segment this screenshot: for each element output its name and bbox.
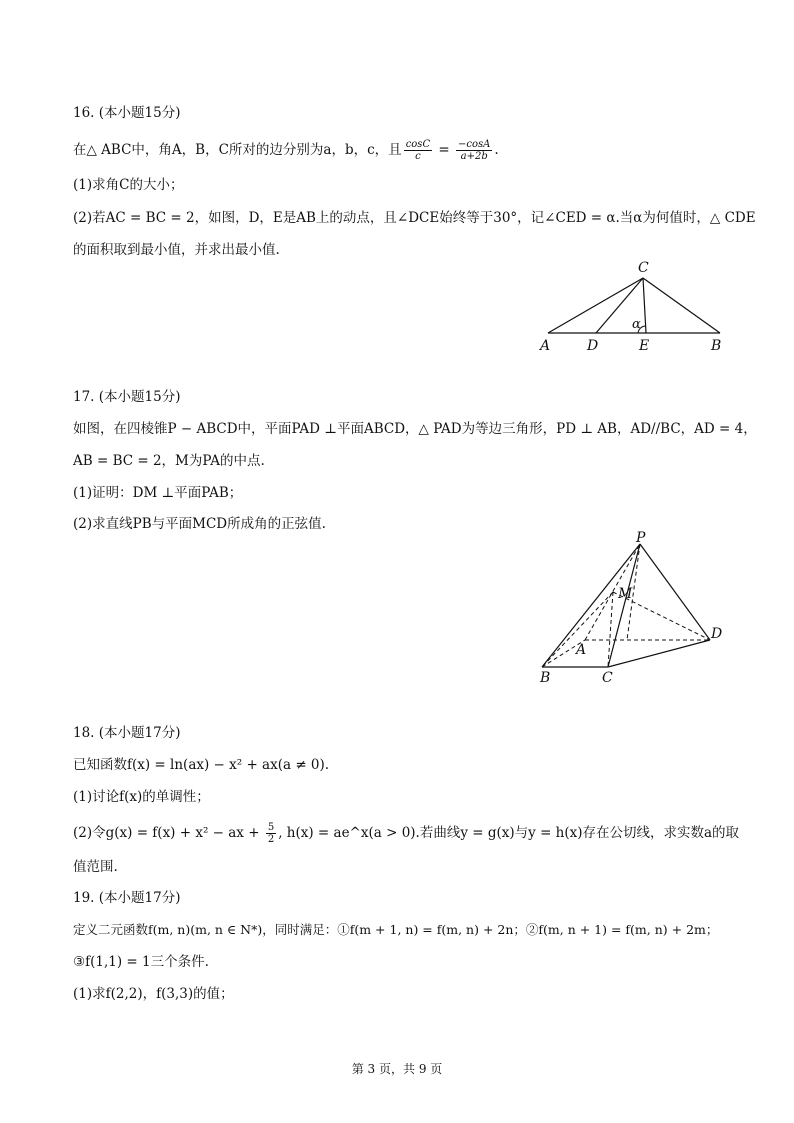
label-B: B — [711, 338, 722, 354]
label-D: D — [711, 626, 723, 642]
label-P: P — [636, 530, 646, 546]
q17-part2: (2)求直线PB与平面MCD所成角的正弦值. — [73, 516, 326, 532]
q16-stem: 在△ ABC中，角A，B，C所对的边分别为a，b，c，且 $\frac{\cos C}{c}$ = $\frac{-\cos A}{a+2b}$ . — [73, 139, 499, 162]
q17-header: 17. (本小题15分) — [73, 389, 181, 405]
label-C: C — [602, 670, 613, 686]
q18-part1: (1)讨论f(x)的单调性； — [73, 789, 210, 805]
q16-triangle-figure — [530, 258, 730, 358]
q18-stem: 已知函数f(x) = ln(ax) − x² + ax(a ≠ 0). — [73, 757, 330, 773]
q17-stem-line2: AB = BC = 2，M为PA的中点. — [73, 453, 265, 469]
label-B: B — [540, 670, 551, 686]
label-alpha: α — [632, 317, 641, 332]
q16-fraction-cosC: $\frac{\cos C}{c}$ — [405, 139, 431, 162]
q17-part1: (1)证明：DM ⊥平面PAB； — [73, 485, 243, 501]
q18-part2: (2)令g(x) = f(x) + x² − ax + $\frac{5}{2}$ , h(x) = ae^x(a > 0).若曲线y = g(x)与y = h(x)存在公切线，求实数a的取 — [73, 822, 740, 845]
q19-header: 19. (本小题17分) — [73, 890, 181, 906]
label-M: M — [618, 586, 633, 602]
q18-fraction-five-halves: $\frac{5}{2}$ — [267, 822, 275, 845]
q17-pyramid-figure — [530, 530, 730, 690]
label-A: A — [540, 338, 551, 354]
q19-stem-line2: ③f(1,1) = 1三个条件. — [73, 954, 209, 970]
q16-fraction-cosA: $\frac{-\cos A}{a+2b}$ — [458, 139, 491, 162]
q16-stem-text: 在△ ABC中，角A，B，C所对的边分别为a，b，c，且 — [73, 142, 402, 158]
label-C: C — [638, 260, 649, 276]
page-footer: 第 3 页，共 9 页 — [351, 1062, 443, 1076]
q16-part2-line1: (2)若AC = BC = 2，如图，D，E是AB上的动点，且∠DCE始终等于30°，记∠CED = α.当α为何值时，△ CDE — [73, 210, 756, 226]
label-E: E — [639, 338, 650, 354]
q16-header: 16. (本小题15分) — [73, 105, 181, 121]
label-A: A — [576, 642, 587, 658]
q17-stem-line1: 如图，在四棱锥P − ABCD中，平面PAD ⊥平面ABCD，△ PAD为等边三角形，PD ⊥ AB，AD//BC，AD = 4， — [73, 421, 757, 437]
label-D: D — [587, 338, 599, 354]
q18-part2-line2: 值范围. — [73, 859, 118, 875]
q19-stem-line1: 定义二元函数f(m, n)(m, n ∈ N*)，同时满足：①f(m + 1, n) = f(m, n) + 2n；②f(m, n + 1) = f(m, n) + 2m； — [73, 922, 719, 937]
q16-part2-line2: 的面积取到最小值，并求出最小值. — [73, 242, 280, 258]
q16-part1: (1)求角C的大小； — [73, 177, 184, 193]
q18-header: 18. (本小题17分) — [73, 725, 181, 741]
q19-part1: (1)求f(2,2)，f(3,3)的值； — [73, 986, 234, 1002]
